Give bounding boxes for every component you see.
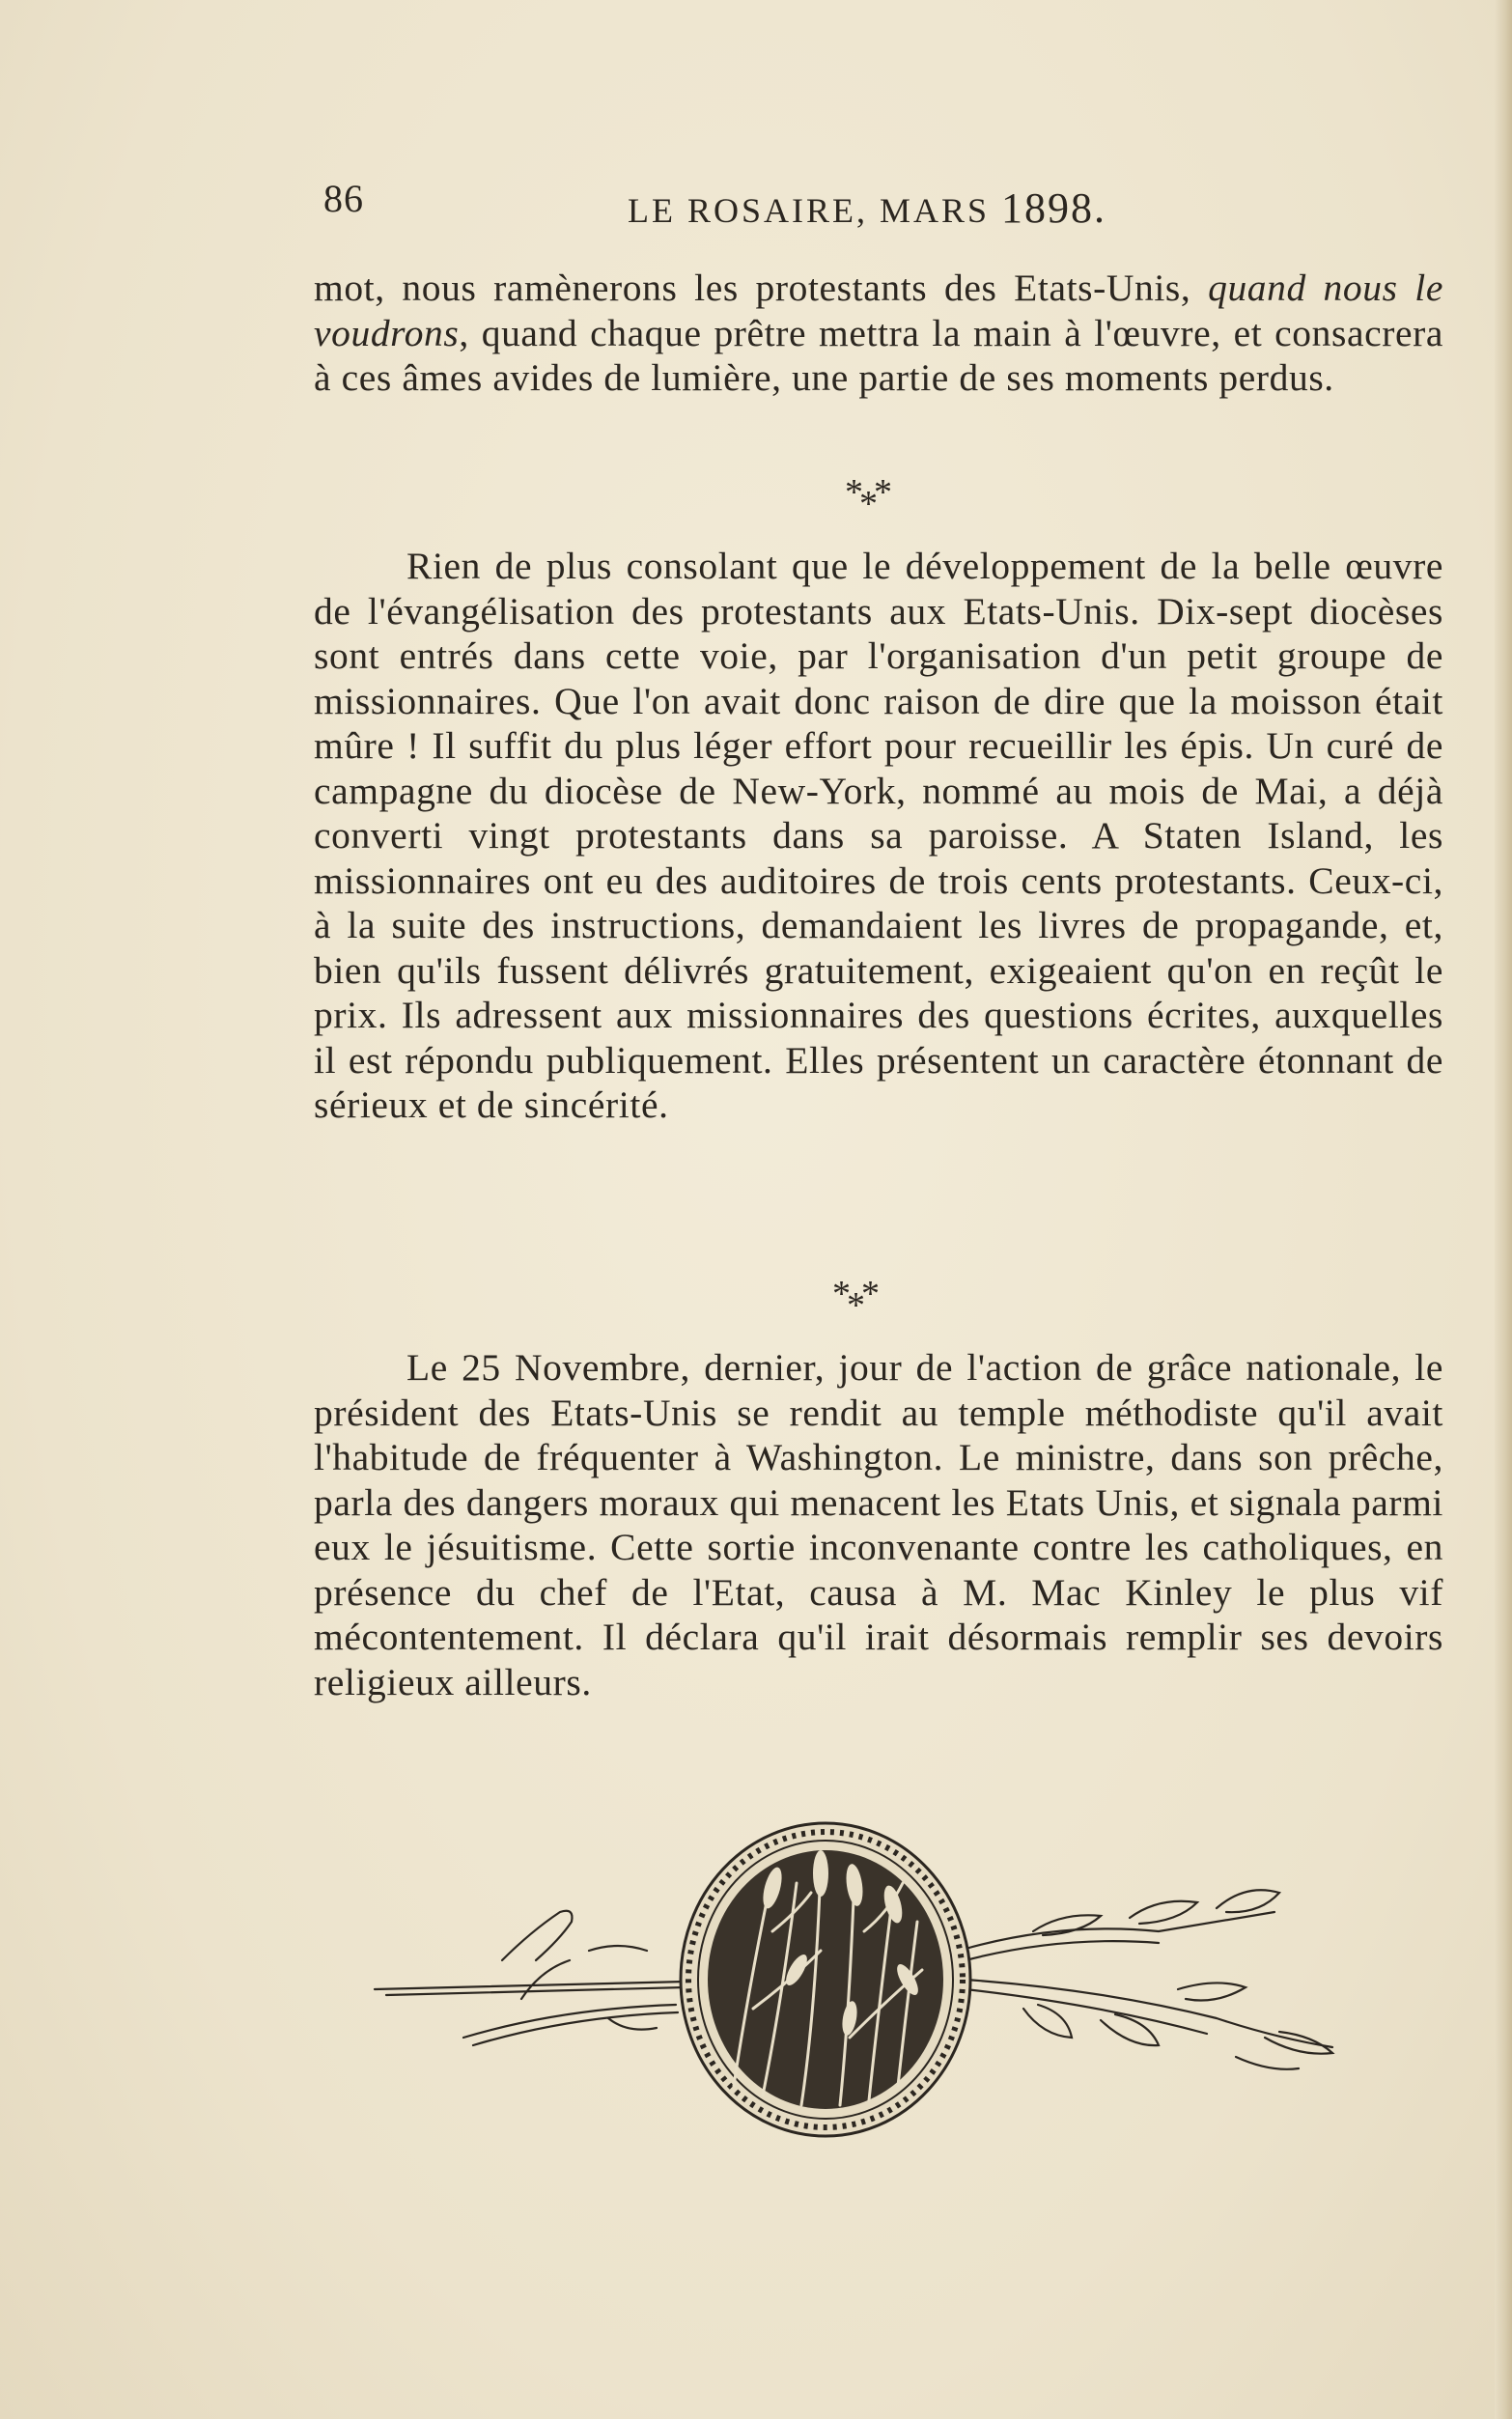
separator-star-middle: *	[847, 1285, 861, 1326]
page-edge	[1495, 0, 1512, 2419]
text-block-2	[314, 544, 1443, 1128]
separator-star-middle: *	[859, 484, 874, 524]
separator-star-right: *	[874, 472, 888, 513]
floral-vignette-ornament	[367, 1815, 1381, 2144]
paragraph-1-rest: , quand chaque prêtre mettra la main à l'œuvre, et consacrera à ces âmes avides de lumière, une partie de ses moments perdus.	[314, 311, 1443, 399]
paragraph-1-start: mot, nous ramènerons les protestants des Etats-Unis,	[314, 267, 1209, 309]
running-head-year: 1898.	[1001, 184, 1107, 232]
separator-star-right: *	[861, 1274, 876, 1314]
paragraph-1	[314, 266, 1443, 401]
separator-star-left: *	[832, 1274, 847, 1314]
page-number: 86	[323, 177, 364, 220]
text-block-1	[314, 266, 1443, 401]
section-separator-1	[845, 471, 888, 524]
page-header	[323, 176, 1453, 234]
separator-star-left: *	[845, 472, 859, 513]
text-block-3	[314, 1345, 1443, 1704]
section-separator-2	[832, 1273, 876, 1326]
running-head-title: LE ROSAIRE, MARS	[628, 191, 991, 230]
paragraph-3: Le 25 Novembre, dernier, jour de l'action de grâce nationale, le président des Etats-Unis se rendit au temple méthodiste qu'il avait l'habitude de fréquenter à Washington. Le ministre, dans son prêche, parla des dangers moraux qui menacent les Etats Unis, et signala parmi eux le jésuitisme. Cette sortie inconvenante contre les catholiques, en présence du chef de l'Etat, causa à M. Mac Kinley le plus vif mécontentement. Il déclara qu'il irait désormais remplir ses devoirs religieux ailleurs.	[314, 1346, 1443, 1703]
running-head	[628, 183, 1106, 233]
paragraph-1-italic: quand nous le voudrons	[314, 267, 1443, 354]
paragraph-2: Rien de plus consolant que le développement de la belle œuvre de l'évangélisation des protestants aux Etats-Unis. Dix-sept diocèses sont entrés dans cette voie, par l'organisation d'un petit groupe de missionnaires. Que l'on avait donc raison de dire que la moisson était mûre ! Il suffit du plus léger effort pour recueillir les épis. Un curé de campagne du diocèse de New-York, nommé au mois de Mai, a déjà converti vingt protestants dans sa paroisse. A Staten Island, les missionnaires ont eu des auditoires de trois cents protestants. Ceux-ci, à la suite des instructions, demandaient les livres de propagande, et, bien qu'ils fussent délivrés gratuitement, exigeaient qu'on en reçût le prix. Ils adressent aux missionnaires des questions écrites, auxquelles il est répondu publiquement. Elles présentent un caractère étonnant de sérieux et de sincérité.	[314, 545, 1443, 1126]
